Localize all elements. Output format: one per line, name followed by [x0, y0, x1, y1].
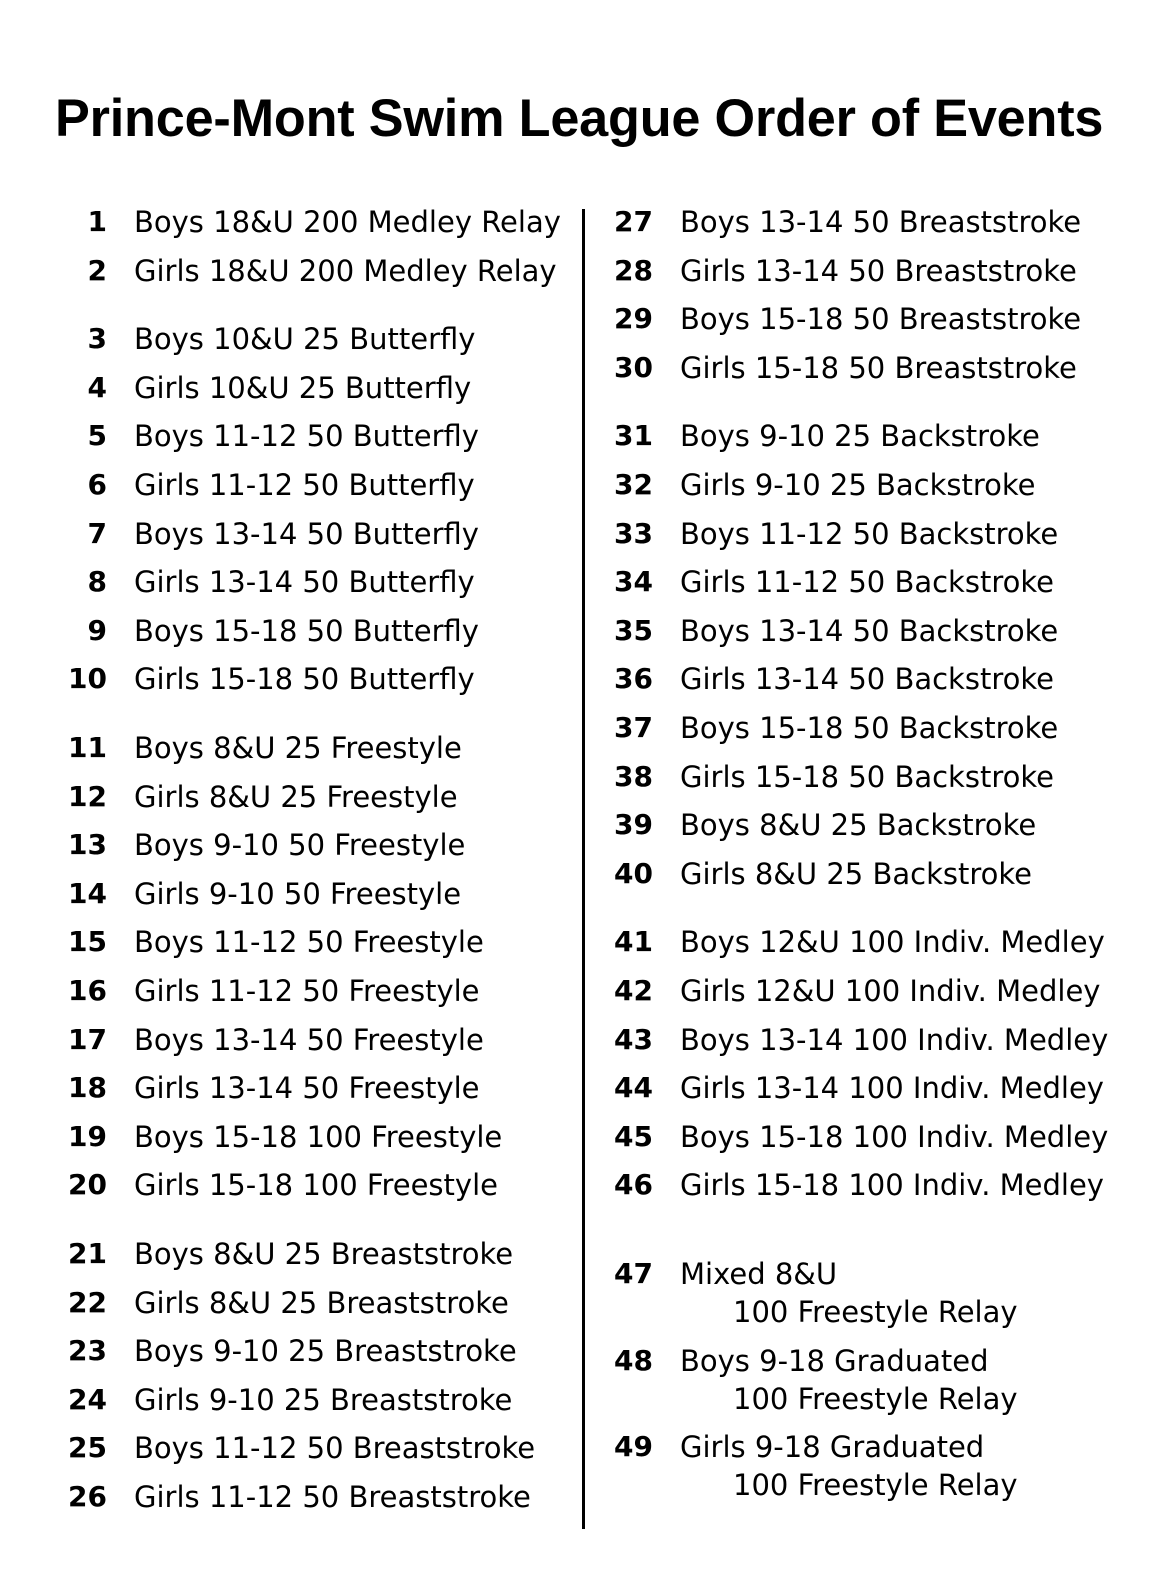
event-name: Boys 11-12 50 Butterfly [134, 419, 479, 454]
event-row [60, 1383, 580, 1432]
event-row [606, 808, 1126, 857]
event-name: Boys 13-14 100 Indiv. Medley [680, 1022, 1109, 1057]
event-name-continuation: 100 Freestyle Relay [733, 1295, 1018, 1329]
event-name-continuation: 100 Freestyle Relay [733, 1381, 1018, 1416]
event-number: 28 [614, 253, 653, 287]
event-row [606, 351, 1126, 400]
event-row [606, 517, 1126, 566]
event-name: Boys 10&U 25 Butterfly [134, 322, 476, 357]
column-divider [582, 209, 585, 1529]
event-name: Girls 8&U 25 Freestyle [134, 779, 458, 814]
event-row [60, 974, 580, 1023]
event-row [60, 565, 580, 614]
event-name: Boys 15-18 100 Indiv. Medley [680, 1119, 1109, 1154]
event-name: Girls 15-18 50 Butterfly [134, 662, 475, 697]
event-row [60, 254, 580, 303]
event-number: 33 [614, 516, 653, 550]
event-name: Boys 15-18 50 Breaststroke [680, 302, 1082, 337]
event-name: Girls 12&U 100 Indiv. Medley [680, 974, 1101, 1008]
event-number: 8 [87, 565, 107, 599]
event-number: 46 [614, 1168, 653, 1202]
event-row [606, 565, 1126, 614]
event-number: 39 [614, 808, 653, 842]
event-number: 49 [614, 1430, 653, 1464]
event-row [60, 925, 580, 974]
event-row [606, 1168, 1126, 1217]
event-number: 34 [614, 565, 653, 599]
event-row [606, 925, 1126, 974]
event-number: 27 [614, 205, 653, 238]
event-name: Boys 13-14 50 Butterfly [134, 516, 479, 551]
event-row [60, 1023, 580, 1072]
event-number: 20 [68, 1168, 107, 1202]
page-title: Prince-Mont Swim League Order of Events [55, 89, 1104, 148]
event-name: Girls 11-12 50 Breaststroke [134, 1480, 531, 1514]
event-number: 10 [68, 662, 107, 696]
event-number: 32 [614, 468, 653, 501]
event-row [60, 517, 580, 566]
event-number: 18 [68, 1071, 107, 1105]
event-number: 14 [68, 876, 107, 910]
event-name: Girls 13-14 50 Freestyle [134, 1071, 480, 1106]
event-name: Boys 11-12 50 Breaststroke [134, 1431, 536, 1466]
event-number: 25 [68, 1431, 107, 1465]
event-name: Boys 9-10 25 Breaststroke [134, 1334, 517, 1369]
event-row [60, 877, 580, 926]
event-row [60, 1480, 580, 1529]
event-name: Girls 15-18 50 Backstroke [680, 759, 1054, 794]
event-number: 19 [68, 1119, 107, 1153]
event-name: Boys 18&U 200 Medley Relay [134, 205, 561, 239]
event-row [606, 419, 1126, 468]
event-name: Girls 9-10 50 Freestyle [134, 876, 462, 911]
event-row [60, 1120, 580, 1169]
event-number: 5 [87, 419, 107, 453]
event-row [60, 731, 580, 780]
event-row [606, 205, 1126, 254]
event-row [606, 1257, 1126, 1344]
event-number: 29 [614, 302, 653, 336]
event-number: 30 [614, 350, 653, 384]
event-number: 12 [68, 779, 107, 813]
event-number: 24 [68, 1382, 107, 1416]
event-name: Boys 9-10 25 Backstroke [680, 419, 1040, 454]
event-row [606, 468, 1126, 517]
event-name: Boys 13-14 50 Breaststroke [680, 205, 1082, 239]
event-name: Boys 13-14 50 Backstroke [680, 613, 1059, 648]
event-name: Girls 15-18 100 Freestyle [134, 1168, 498, 1203]
event-row [606, 1120, 1126, 1169]
event-name: Girls 9-10 25 Breaststroke [134, 1382, 513, 1417]
event-number: 38 [614, 759, 653, 793]
event-number: 13 [68, 828, 107, 862]
event-row [60, 468, 580, 517]
event-number: 41 [614, 925, 653, 959]
event-name: Boys 15-18 100 Freestyle [134, 1119, 503, 1154]
event-row [60, 662, 580, 711]
event-name: Girls 15-18 50 Breaststroke [680, 350, 1077, 385]
event-name: Girls 11-12 50 Backstroke [680, 565, 1054, 600]
event-number: 42 [614, 974, 653, 1007]
event-name: Boys 9-18 Graduated [680, 1343, 989, 1378]
event-number: 2 [87, 253, 107, 287]
event-row [60, 419, 580, 468]
event-name-continuation: 100 Freestyle Relay [733, 1468, 1018, 1503]
event-name: Girls 9-10 25 Backstroke [680, 468, 1036, 502]
event-row [60, 1431, 580, 1480]
event-row [606, 254, 1126, 303]
event-row [606, 760, 1126, 809]
event-number: 44 [614, 1071, 653, 1105]
event-row [606, 974, 1126, 1023]
event-number: 11 [68, 731, 107, 764]
event-name: Boys 15-18 50 Backstroke [680, 711, 1059, 745]
event-name: Girls 18&U 200 Medley Relay [134, 253, 557, 288]
event-row [60, 1334, 580, 1383]
event-number: 31 [614, 419, 653, 453]
event-row [60, 1071, 580, 1120]
event-name: Boys 12&U 100 Indiv. Medley [680, 925, 1105, 960]
event-name: Girls 8&U 25 Backstroke [680, 856, 1032, 891]
event-number: 16 [68, 974, 107, 1007]
event-number: 7 [87, 516, 107, 550]
event-row [606, 857, 1126, 906]
event-row [606, 1430, 1126, 1517]
event-row [606, 1071, 1126, 1120]
event-number: 26 [68, 1480, 107, 1513]
event-name: Girls 13-14 50 Breaststroke [680, 253, 1077, 288]
event-number: 22 [68, 1285, 107, 1319]
event-name: Boys 11-12 50 Backstroke [680, 516, 1059, 551]
event-row [60, 371, 580, 420]
event-number: 6 [87, 468, 107, 501]
event-number: 9 [87, 613, 107, 647]
event-row [60, 828, 580, 877]
event-row [60, 1168, 580, 1217]
event-number: 36 [614, 662, 653, 696]
event-name: Boys 13-14 50 Freestyle [134, 1022, 484, 1057]
event-number: 47 [614, 1257, 653, 1290]
event-row [606, 1023, 1126, 1072]
event-name: Girls 13-14 100 Indiv. Medley [680, 1071, 1104, 1106]
event-name: Girls 8&U 25 Breaststroke [134, 1285, 509, 1320]
event-row [606, 662, 1126, 711]
event-row [606, 614, 1126, 663]
event-name: Boys 8&U 25 Breaststroke [134, 1237, 514, 1271]
event-row [606, 302, 1126, 351]
event-name: Boys 8&U 25 Backstroke [680, 808, 1037, 843]
event-row [60, 205, 580, 254]
event-number: 45 [614, 1119, 653, 1153]
event-number: 48 [614, 1343, 653, 1377]
event-row [60, 1237, 580, 1286]
event-name: Boys 15-18 50 Butterfly [134, 613, 479, 648]
event-number: 4 [87, 370, 107, 404]
event-name: Girls 10&U 25 Butterfly [134, 370, 472, 405]
event-number: 35 [614, 613, 653, 647]
event-row [60, 614, 580, 663]
event-number: 3 [87, 322, 107, 356]
event-number: 15 [68, 925, 107, 959]
event-number: 21 [68, 1237, 107, 1270]
event-number: 43 [614, 1022, 653, 1056]
event-name: Girls 9-18 Graduated [680, 1430, 985, 1465]
event-number: 23 [68, 1334, 107, 1368]
event-name: Girls 13-14 50 Butterfly [134, 565, 475, 600]
event-name: Mixed 8&U [680, 1257, 838, 1291]
event-name: Boys 8&U 25 Freestyle [134, 731, 462, 765]
event-number: 17 [68, 1022, 107, 1056]
event-name: Boys 9-10 50 Freestyle [134, 828, 466, 863]
event-row [60, 780, 580, 829]
event-name: Girls 11-12 50 Freestyle [134, 974, 480, 1008]
event-name: Girls 13-14 50 Backstroke [680, 662, 1054, 697]
event-name: Girls 11-12 50 Butterfly [134, 468, 475, 502]
event-row [606, 711, 1126, 760]
event-row [60, 1286, 580, 1335]
event-name: Boys 11-12 50 Freestyle [134, 925, 484, 960]
event-row [606, 1344, 1126, 1431]
event-number: 1 [87, 205, 107, 238]
event-number: 37 [614, 711, 653, 744]
event-row [60, 322, 580, 371]
event-name: Girls 15-18 100 Indiv. Medley [680, 1168, 1104, 1203]
event-number: 40 [614, 856, 653, 890]
